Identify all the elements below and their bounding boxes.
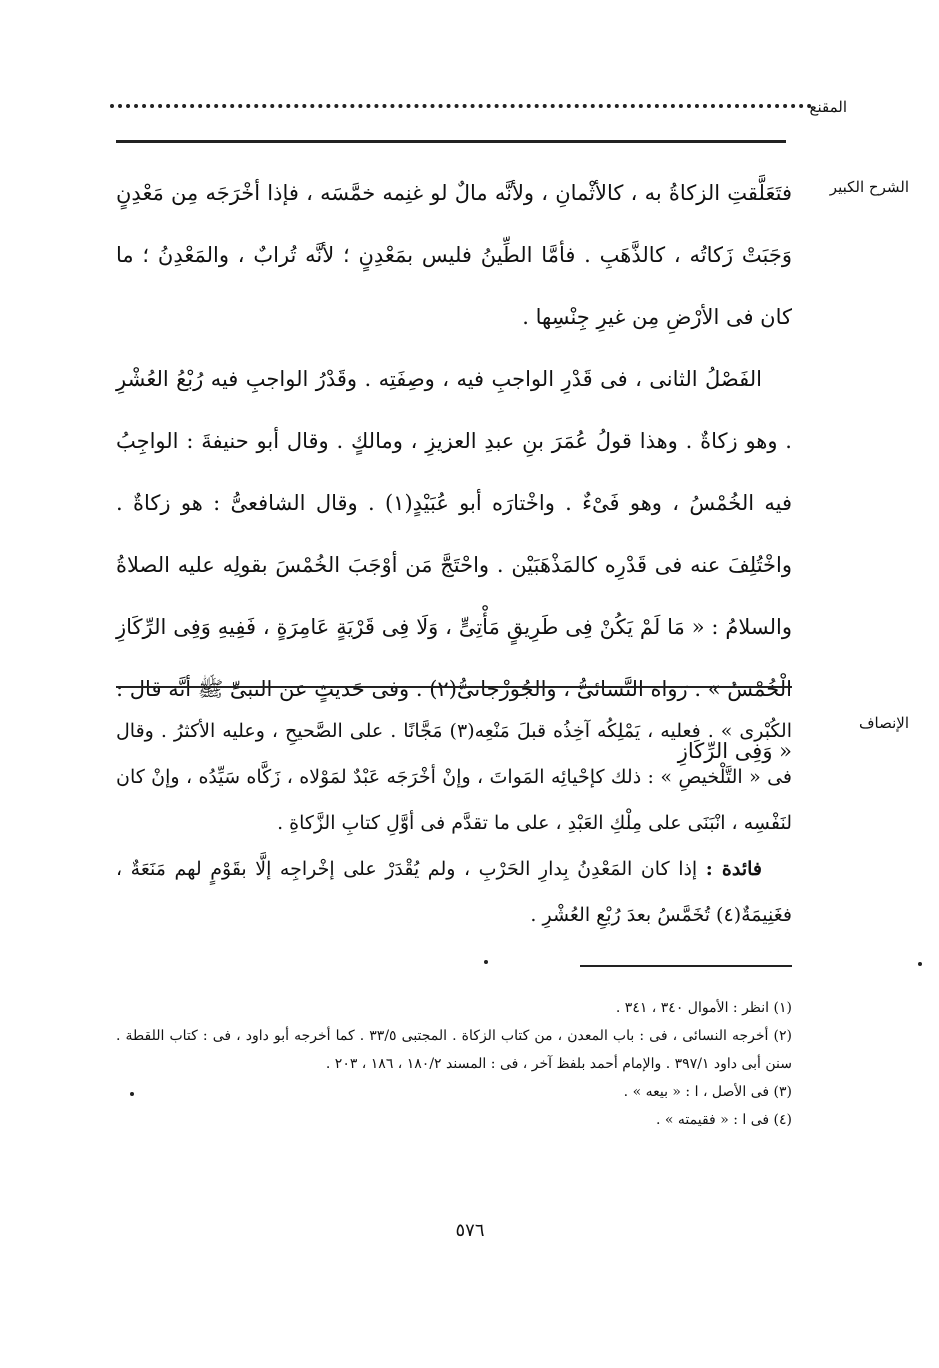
- footnote-2: (٢) أخرجه النسائى ، فى : باب المعدن ، من كتاب الزكاة . المجتبى ٣٣/٥ . كما أخرجه أبو داود ، فى : كتاب اللقطة . سنن أبى داود ٣٩٧/١ . والإمام أحمد بلفظ آخر ، فى : المسند ١٨٠/٢ ، ١٨٦ ، ٢٠٣ .: [116, 1028, 792, 1072]
- insaf-paragraph-2: [116, 846, 792, 938]
- scan-speck: [484, 960, 488, 964]
- dotted-header-rule: [110, 104, 812, 108]
- footnote-4: (٤) فى ا : « فقيمته » .: [656, 1112, 792, 1128]
- footnotes: [116, 994, 792, 1134]
- sharh-text-block: [116, 162, 792, 782]
- header-rule: [116, 140, 786, 143]
- section-divider: [116, 686, 792, 688]
- faida-label: فائدة :: [705, 858, 763, 880]
- scan-speck: [918, 962, 922, 966]
- sharh-paragraph-1: فتَعَلَّقتِ الزكاةُ به ، كالأثْمانِ ، ولأنَّه مالٌ لو غنِمه خمَّسَه ، فإذا أخْرَجَه مِن مَعْدِنٍ وَجَبَتْ زَكاتُه ، كالذَّهَبِ . فأمَّا الطِّينُ فليس بمَعْدِنٍ ؛ لأنَّه تُرابٌ ، والمَعْدِنُ ؛ ما كان فى الأرْضِ مِن غيرِ جِنْسِها .: [116, 181, 792, 329]
- footnote-rule: [580, 965, 792, 967]
- side-label-sharh: الشرح الكبير: [829, 178, 909, 196]
- side-label-insaf: الإنصاف: [858, 714, 909, 732]
- sharh-paragraph-2: الفَصْلُ الثانى ، فى قَدْرِ الواجبِ فيه ، وصِفَتِه . وقَدْرُ الواجبِ فيه رُبْعُ العُشْرِ . وهو زكاةٌ . وهذا قولُ عُمَرَ بنِ عبدِ العزيزِ ، ومالكٍ . وقال أبو حنيفةَ : الواجِبُ فيه الخُمْسُ ، وهو فَىْءٌ . واخْتارَه أبو عُبَيْدٍ(١) . وقال الشافعىُّ : هو زكاةٌ . واخْتُلِفَ عنه فى قَدْرِه كالمَذْهَبَيْن . واحْتَجَّ مَن أوْجَبَ الخُمْسَ بقولِه عليه الصلاةُ والسلامُ : « مَا لَمْ يَكُنْ فِى طَرِيقٍ مَأْتِىٍّ ، وَلَا فِى قَرْيَةٍ عَامِرَةٍ ، فَفِيهِ وَفِى الرِّكَازِ الْخُمْسُ » . رَواه النَّسائىُّ ، والجُوزْجانىُّ(٢) . وفى حَديثٍ عن النبىِّ ﷺ أنَّه قال : « وَفِى الرِّكَازِ: [116, 367, 792, 763]
- insaf-text-block: [116, 708, 792, 938]
- scan-speck: [130, 1092, 134, 1096]
- insaf-paragraph-1: الكُبْرى » . فعليه ، يَمْلِكُه آخِذُه قبلَ مَنْعِه(٣) مَجَّانًا . على الصَّحيحِ ، وعليه الأكثرُ . وقال فى « التَّلْخيصِ » : ذلك كإحْيائِه المَواتَ ، وإنْ أخْرَجَه عَبْدٌ لمَوْلاه ، زَكَّاه سَيِّدُه ، وإنْ كان لنَفْسِه ، انْبَنَى على مِلْكِ العَبْدِ ، على ما تقدَّم فى أوَّلِ كتابِ الزَّكاةِ .: [116, 720, 792, 834]
- page-number: ٥٧٦: [455, 1220, 485, 1241]
- footnote-1: (١) انظر : الأموال ٣٤٠ ، ٣٤١ .: [615, 1000, 792, 1016]
- footnote-3: (٣) فى الأصل ، ا : « بيعه » .: [623, 1084, 792, 1100]
- faida-text: إذا كان المَعْدِنُ بِدارِ الحَرْبِ ، ولم يُقْدَرْ على إخْراجِه إلَّا بقَوْمٍ لهم مَنَعَةٌ ، فغَنِيمَةٌ(٤) تُخَمَّسُ بعدَ رُبْعِ العُشْرِ .: [116, 858, 792, 926]
- running-title: المقنع: [809, 98, 847, 116]
